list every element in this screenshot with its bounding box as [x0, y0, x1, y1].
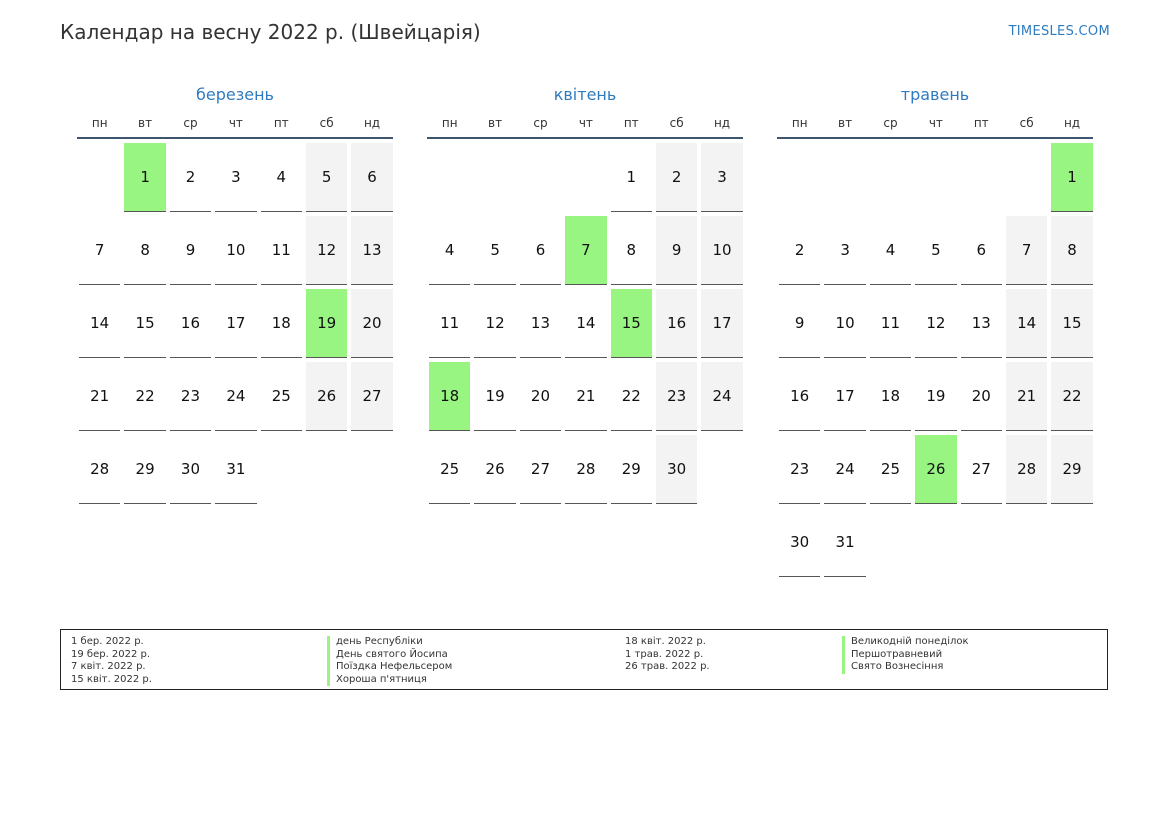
weekday-label: нд	[713, 116, 731, 130]
day-cell: 30	[656, 435, 697, 504]
month-title: березень	[196, 85, 274, 104]
day-cell: 6	[961, 216, 1002, 285]
day-cell: 16	[779, 362, 820, 431]
holiday-day-cell: 18	[429, 362, 470, 431]
day-cell: 30	[779, 508, 820, 577]
day-cell: 20	[351, 289, 392, 358]
day-cell: 14	[1006, 289, 1047, 358]
weekday-label: чт	[928, 116, 943, 130]
empty-day-cell	[779, 143, 820, 212]
day-cell: 8	[611, 216, 652, 285]
day-cell: 11	[870, 289, 911, 358]
legend-names-right	[842, 636, 969, 674]
day-cell: 25	[429, 435, 470, 504]
day-cell: 15	[1051, 289, 1092, 358]
day-cell: 8	[124, 216, 165, 285]
page-title: Календар на весну 2022 р. (Швейцарія)	[60, 20, 481, 44]
day-cell: 21	[565, 362, 606, 431]
weekday-label: пт	[273, 116, 289, 130]
day-cell: 25	[261, 362, 302, 431]
legend-holiday-name: Першотравневий	[842, 649, 969, 662]
day-cell: 26	[306, 362, 347, 431]
day-cell: 10	[701, 216, 742, 285]
weekday-label: пт	[973, 116, 989, 130]
day-cell: 22	[1051, 362, 1092, 431]
holiday-day-cell: 19	[306, 289, 347, 358]
weekday-label: нд	[1063, 116, 1081, 130]
legend-holiday-name: день Республіки	[327, 636, 452, 649]
site-link[interactable]: TIMESLES.COM	[1008, 24, 1110, 39]
weekday-label: вт	[138, 116, 153, 130]
day-cell: 18	[261, 289, 302, 358]
day-cell: 16	[170, 289, 211, 358]
day-cell: 7	[79, 216, 120, 285]
weekday-label: сб	[669, 116, 684, 130]
weekday-label: пн	[91, 116, 108, 130]
days-grid	[777, 143, 1093, 581]
weekday-label: чт	[578, 116, 593, 130]
day-cell: 2	[170, 143, 211, 212]
day-cell: 19	[915, 362, 956, 431]
day-cell: 22	[124, 362, 165, 431]
day-cell: 21	[79, 362, 120, 431]
empty-day-cell	[429, 143, 470, 212]
day-cell: 25	[870, 435, 911, 504]
legend-holiday-name: Свято Вознесіння	[842, 661, 969, 674]
weekday-label: чт	[228, 116, 243, 130]
day-cell: 9	[656, 216, 697, 285]
legend-date: 19 бер. 2022 р.	[71, 648, 151, 660]
month-april	[427, 84, 743, 508]
day-cell: 31	[215, 435, 256, 504]
weekday-label: нд	[363, 116, 381, 130]
day-cell: 28	[79, 435, 120, 504]
day-cell: 2	[656, 143, 697, 212]
day-cell: 18	[870, 362, 911, 431]
weekday-label: ср	[183, 116, 198, 130]
day-cell: 24	[215, 362, 256, 431]
day-cell: 13	[351, 216, 392, 285]
day-cell: 5	[474, 216, 515, 285]
legend-date: 1 трав. 2022 р.	[625, 648, 704, 660]
day-cell: 1	[611, 143, 652, 212]
day-cell: 17	[824, 362, 865, 431]
weekday-label: ср	[533, 116, 548, 130]
legend-holiday-name: Поїздка Нефельсером	[327, 661, 452, 674]
empty-day-cell	[824, 143, 865, 212]
weekday-header	[427, 115, 743, 139]
day-cell: 13	[961, 289, 1002, 358]
day-cell: 24	[824, 435, 865, 504]
day-cell: 27	[520, 435, 561, 504]
legend-date: 1 бер. 2022 р.	[71, 636, 144, 647]
weekday-label: пн	[441, 116, 458, 130]
day-cell: 28	[1006, 435, 1047, 504]
legend-dates-left	[71, 636, 152, 686]
day-cell: 16	[656, 289, 697, 358]
legend-holiday-name: Великодній понеділок	[842, 636, 969, 649]
legend-names-left	[327, 636, 452, 686]
day-cell: 29	[611, 435, 652, 504]
legend-date: 18 квіт. 2022 р.	[625, 636, 706, 647]
holiday-day-cell: 7	[565, 216, 606, 285]
day-cell: 12	[474, 289, 515, 358]
day-cell: 24	[701, 362, 742, 431]
holiday-day-cell: 15	[611, 289, 652, 358]
day-cell: 17	[215, 289, 256, 358]
empty-day-cell	[915, 143, 956, 212]
day-cell: 23	[170, 362, 211, 431]
empty-day-cell	[870, 143, 911, 212]
weekday-label: пн	[791, 116, 808, 130]
month-title: квітень	[553, 85, 617, 104]
legend-date: 7 квіт. 2022 р.	[71, 661, 146, 672]
day-cell: 10	[824, 289, 865, 358]
holiday-day-cell: 26	[915, 435, 956, 504]
day-cell: 3	[215, 143, 256, 212]
day-cell: 13	[520, 289, 561, 358]
day-cell: 21	[1006, 362, 1047, 431]
weekday-header	[777, 115, 1093, 139]
day-cell: 23	[779, 435, 820, 504]
day-cell: 19	[474, 362, 515, 431]
month-title: травень	[900, 85, 970, 104]
empty-day-cell	[961, 143, 1002, 212]
day-cell: 23	[656, 362, 697, 431]
holiday-legend	[60, 629, 1108, 690]
day-cell: 29	[1051, 435, 1092, 504]
empty-day-cell	[474, 143, 515, 212]
day-cell: 6	[351, 143, 392, 212]
day-cell: 12	[306, 216, 347, 285]
day-cell: 11	[429, 289, 470, 358]
day-cell: 28	[565, 435, 606, 504]
month-march	[77, 84, 393, 508]
day-cell: 7	[1006, 216, 1047, 285]
day-cell: 17	[701, 289, 742, 358]
legend-dates-right	[625, 636, 710, 674]
day-cell: 9	[779, 289, 820, 358]
weekday-label: вт	[488, 116, 503, 130]
days-grid	[77, 143, 393, 508]
empty-day-cell	[565, 143, 606, 212]
day-cell: 20	[961, 362, 1002, 431]
day-cell: 4	[261, 143, 302, 212]
month-may	[777, 84, 1093, 581]
day-cell: 26	[474, 435, 515, 504]
day-cell: 2	[779, 216, 820, 285]
empty-day-cell	[1006, 143, 1047, 212]
day-cell: 20	[520, 362, 561, 431]
day-cell: 27	[961, 435, 1002, 504]
day-cell: 4	[429, 216, 470, 285]
day-cell: 15	[124, 289, 165, 358]
day-cell: 11	[261, 216, 302, 285]
weekday-label: сб	[319, 116, 334, 130]
day-cell: 5	[306, 143, 347, 212]
day-cell: 14	[79, 289, 120, 358]
day-cell: 5	[915, 216, 956, 285]
day-cell: 8	[1051, 216, 1092, 285]
weekday-label: ср	[883, 116, 898, 130]
weekday-label: сб	[1019, 116, 1034, 130]
holiday-day-cell: 1	[1051, 143, 1092, 212]
day-cell: 30	[170, 435, 211, 504]
day-cell: 3	[824, 216, 865, 285]
day-cell: 22	[611, 362, 652, 431]
day-cell: 4	[870, 216, 911, 285]
weekday-header	[77, 115, 393, 139]
legend-holiday-name: День святого Йосипа	[327, 649, 452, 662]
day-cell: 29	[124, 435, 165, 504]
empty-day-cell	[79, 143, 120, 212]
empty-day-cell	[520, 143, 561, 212]
legend-date: 15 квіт. 2022 р.	[71, 673, 152, 685]
legend-date: 26 трав. 2022 р.	[625, 661, 710, 672]
day-cell: 3	[701, 143, 742, 212]
weekday-label: пт	[623, 116, 639, 130]
days-grid	[427, 143, 743, 508]
day-cell: 10	[215, 216, 256, 285]
day-cell: 14	[565, 289, 606, 358]
holiday-day-cell: 1	[124, 143, 165, 212]
weekday-label: вт	[838, 116, 853, 130]
day-cell: 27	[351, 362, 392, 431]
day-cell: 12	[915, 289, 956, 358]
legend-holiday-name: Хороша п'ятниця	[327, 674, 452, 687]
day-cell: 9	[170, 216, 211, 285]
day-cell: 6	[520, 216, 561, 285]
day-cell: 31	[824, 508, 865, 577]
